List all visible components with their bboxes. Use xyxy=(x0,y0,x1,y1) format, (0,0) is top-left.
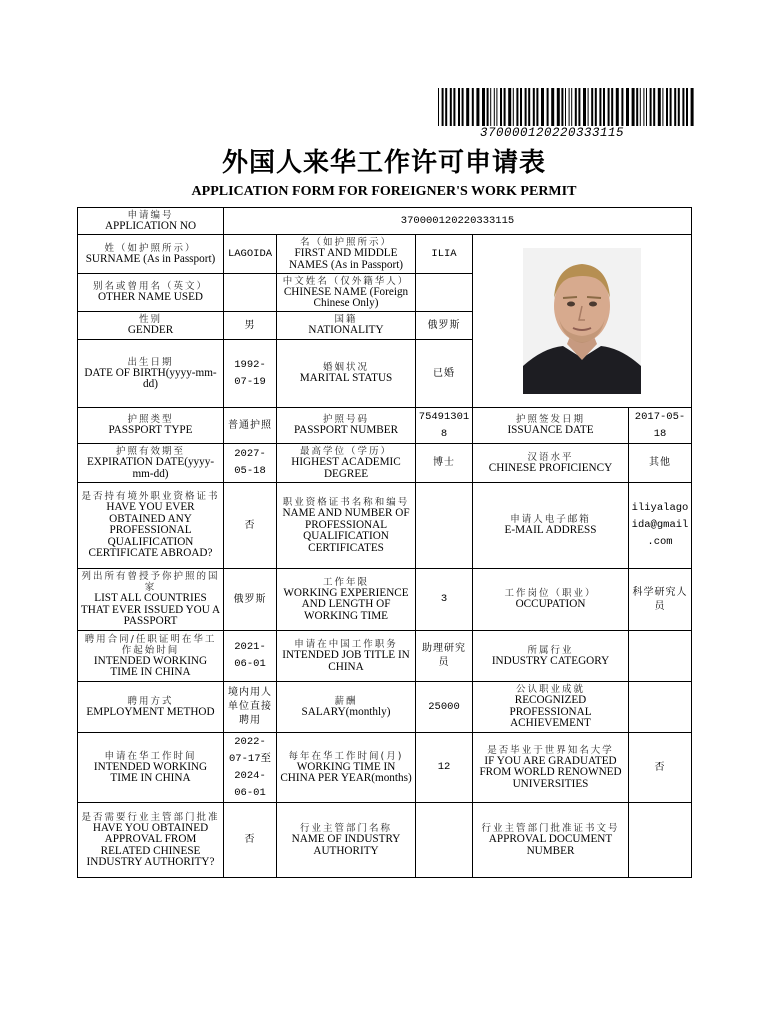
passport-countries-value: 俄罗斯 xyxy=(224,569,277,631)
barcode-bar xyxy=(500,88,502,126)
passport-type-value: 普通护照 xyxy=(224,408,277,444)
barcode-bar xyxy=(482,88,485,126)
barcode-bar xyxy=(588,88,589,126)
barcode-bar xyxy=(626,88,629,126)
barcode-bar xyxy=(571,88,572,126)
barcode-bar xyxy=(525,88,527,126)
barcode-bar xyxy=(575,88,577,126)
chinese-name-label: 中文姓名（仅外籍华人） CHINESE NAME (Foreign Chinese Only) xyxy=(277,274,416,312)
expiration-date-value: 2027-05-18 xyxy=(224,444,277,483)
barcode-bar xyxy=(691,88,694,126)
barcode-bar xyxy=(528,88,530,126)
barcode-bar xyxy=(541,88,544,126)
barcode-bar xyxy=(504,88,506,126)
barcode-bar xyxy=(608,88,610,126)
other-name-label: 别名或曾用名（英文） OTHER NAME USED xyxy=(78,274,224,312)
barcode xyxy=(436,88,696,140)
working-period-value: 2022-07-17至2024-06-01 xyxy=(224,733,277,803)
barcode-bar xyxy=(616,88,619,126)
barcode-bar xyxy=(490,88,491,126)
barcode-bar xyxy=(445,88,447,126)
barcode-bar xyxy=(666,88,668,126)
barcode-bar xyxy=(636,88,638,126)
barcode-bar xyxy=(462,88,464,126)
occupation-label: 工作岗位（职业） OCCUPATION xyxy=(473,569,629,631)
contract-start-label: 聘用合同/任职证明在华工作起始时间 INTENDED WORKING TIME IN CHINA xyxy=(78,631,224,682)
salary-label: 薪酬 SALARY(monthly) xyxy=(277,682,416,733)
certificate-name-value xyxy=(416,483,473,569)
working-period-label: 申请在华工作时间 INTENDED WORKING TIME IN CHINA xyxy=(78,733,224,803)
achievement-value xyxy=(629,682,692,733)
barcode-bar xyxy=(599,88,601,126)
industry-approval-label: 是否需要行业主管部门批准 HAVE YOU OBTAINED APPROVAL FROM RELATED CHINESE INDUSTRY AUTHORITY? xyxy=(78,803,224,878)
barcode-bar xyxy=(494,88,495,126)
occupation-value: 科学研究人员 xyxy=(629,569,692,631)
nationality-label: 国籍 NATIONALITY xyxy=(277,312,416,340)
barcode-bar xyxy=(533,88,535,126)
barcode-bar xyxy=(466,88,469,126)
expiration-date-label: 护照有效期至 EXPIRATION DATE(yyyy-mm-dd) xyxy=(78,444,224,483)
barcode-bars xyxy=(436,88,696,126)
barcode-bar xyxy=(476,88,479,126)
barcode-bar xyxy=(516,88,518,126)
contract-start-value: 2021-06-01 xyxy=(224,631,277,682)
barcode-bar xyxy=(453,88,455,126)
barcode-bar xyxy=(595,88,597,126)
gender-value: 男 xyxy=(224,312,277,340)
barcode-bar xyxy=(646,88,647,126)
certificate-name-label: 职业资格证书名称和编号 NAME AND NUMBER OF PROFESSIONAL QUALIFICATION CERTIFICATES xyxy=(277,483,416,569)
employment-method-value: 境内用人单位直接聘用 xyxy=(224,682,277,733)
industry-approval-value: 否 xyxy=(224,803,277,878)
barcode-bar xyxy=(583,88,586,126)
barcode-bar xyxy=(561,88,563,126)
passport-number-label: 护照号码 PASSPORT NUMBER xyxy=(277,408,416,444)
barcode-bar xyxy=(640,88,641,126)
gender-label: 性别 GENDER xyxy=(78,312,224,340)
barcode-bar xyxy=(658,88,661,126)
barcode-bar xyxy=(565,88,566,126)
approval-document-label: 行业主管部门批准证书文号 APPROVAL DOCUMENT NUMBER xyxy=(473,803,629,878)
dob-label: 出生日期 DATE OF BIRTH(yyyy-mm-dd) xyxy=(78,340,224,408)
barcode-bar xyxy=(508,88,511,126)
surname-value: LAGOIDA xyxy=(224,235,277,274)
applicant-photo-image xyxy=(523,248,641,394)
form-title-en: APPLICATION FORM FOR FOREIGNER'S WORK PERMIT xyxy=(191,184,577,199)
job-title-label: 申请在中国工作职务 INTENDED JOB TITLE IN CHINA xyxy=(277,631,416,682)
university-value: 否 xyxy=(629,733,692,803)
barcode-bar xyxy=(611,88,613,126)
qualification-value: 否 xyxy=(224,483,277,569)
qualification-label: 是否持有境外职业资格证书 HAVE YOU EVER OBTAINED ANY PROFESSIONAL QUALIFICATION CERTIFICATE ABROAD? xyxy=(78,483,224,569)
barcode-bar xyxy=(682,88,684,126)
surname-label: 姓（如护照所示） SURNAME (As in Passport) xyxy=(78,235,224,274)
barcode-bar xyxy=(450,88,452,126)
salary-value: 25000 xyxy=(416,682,473,733)
passport-type-label: 护照类型 PASSPORT TYPE xyxy=(78,408,224,444)
marital-value: 已婚 xyxy=(416,340,473,408)
form-title-cn: 外国人来华工作许可申请表 xyxy=(221,148,546,178)
industry-category-value xyxy=(629,631,692,682)
barcode-bar xyxy=(643,88,644,126)
barcode-bar xyxy=(686,88,688,126)
passport-number-value: 754913018 xyxy=(416,408,473,444)
barcode-bar xyxy=(513,88,514,126)
degree-label: 最高学位（学历） HIGHEST ACADEMIC DEGREE xyxy=(277,444,416,483)
months-per-year-label: 每年在华工作时间(月) WORKING TIME IN CHINA PER YEAR(months) xyxy=(277,733,416,803)
barcode-bar xyxy=(662,88,663,126)
barcode-bar xyxy=(458,88,460,126)
first-name-value: ILIA xyxy=(416,235,473,274)
approval-document-value xyxy=(629,803,692,878)
marital-label: 婚姻状况 MARITAL STATUS xyxy=(277,340,416,408)
working-experience-label: 工作年限 WORKING EXPERIENCE AND LENGTH OF WORKING TIME xyxy=(277,569,416,631)
barcode-bar xyxy=(670,88,672,126)
working-experience-value: 3 xyxy=(416,569,473,631)
barcode-bar xyxy=(520,88,522,126)
issuance-date-label: 护照签发日期 ISSUANCE DATE xyxy=(473,408,629,444)
university-label: 是否毕业于世界知名大学 IF YOU ARE GRADUATED FROM WORLD RENOWNED UNIVERSITIES xyxy=(473,733,629,803)
barcode-bar xyxy=(632,88,635,126)
industry-authority-label: 行业主管部门名称 NAME OF INDUSTRY AUTHORITY xyxy=(277,803,416,878)
industry-authority-value xyxy=(416,803,473,878)
application-no-label: 申请编号 APPLICATION NO xyxy=(78,208,224,235)
other-name-value xyxy=(224,274,277,312)
industry-category-label: 所属行业 INDUSTRY CATEGORY xyxy=(473,631,629,682)
dob-value: 1992-07-19 xyxy=(224,340,277,408)
application-no-value: 370000120220333115 xyxy=(224,208,692,235)
barcode-bar xyxy=(591,88,593,126)
barcode-bar xyxy=(547,88,549,126)
photo-cell xyxy=(473,235,692,408)
barcode-bar xyxy=(674,88,676,126)
barcode-bar xyxy=(678,88,680,126)
email-label: 申请人电子邮箱 E-MAIL ADDRESS xyxy=(473,483,629,569)
degree-value: 博士 xyxy=(416,444,473,483)
barcode-bar xyxy=(536,88,538,126)
barcode-number: 370000120220333115 xyxy=(480,126,625,140)
barcode-bar xyxy=(621,88,623,126)
proficiency-value: 其他 xyxy=(629,444,692,483)
job-title-value: 助理研究员 xyxy=(416,631,473,682)
barcode-bar xyxy=(569,88,570,126)
barcode-bar xyxy=(578,88,580,126)
barcode-bar xyxy=(557,88,560,126)
barcode-bar xyxy=(487,88,489,126)
application-form-table xyxy=(77,207,692,878)
achievement-label: 公认职业成就 RECOGNIZED PROFESSIONAL ACHIEVEMENT xyxy=(473,682,629,733)
issuance-date-value: 2017-05-18 xyxy=(629,408,692,444)
barcode-bar xyxy=(650,88,652,126)
barcode-bar xyxy=(551,88,554,126)
barcode-bar xyxy=(496,88,497,126)
chinese-name-value xyxy=(416,274,473,312)
proficiency-label: 汉语水平 CHINESE PROFICIENCY xyxy=(473,444,629,483)
months-per-year-value: 12 xyxy=(416,733,473,803)
barcode-bar xyxy=(442,88,444,126)
applicant-photo xyxy=(523,248,641,394)
first-name-label: 名（如护照所示） FIRST AND MIDDLE NAMES (As in Passport) xyxy=(277,235,416,274)
passport-countries-label: 列出所有曾授予你护照的国家 LIST ALL COUNTRIES THAT EVER ISSUED YOU A PASSPORT xyxy=(78,569,224,631)
barcode-bar xyxy=(472,88,474,126)
barcode-bar xyxy=(653,88,655,126)
barcode-bar xyxy=(603,88,605,126)
email-value: iliyalagoida@gmail.com xyxy=(629,483,692,569)
employment-method-label: 聘用方式 EMPLOYMENT METHOD xyxy=(78,682,224,733)
barcode-bar xyxy=(438,88,439,126)
nationality-value: 俄罗斯 xyxy=(416,312,473,340)
